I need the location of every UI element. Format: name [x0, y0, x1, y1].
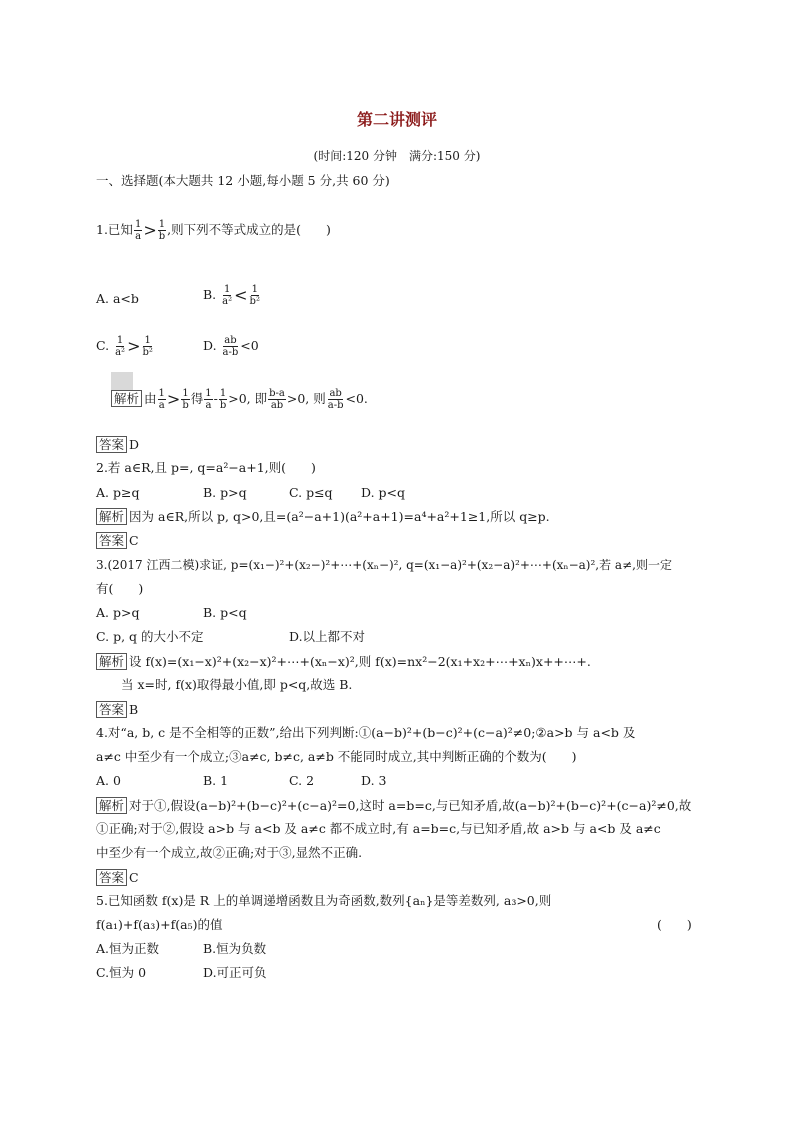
q2-option-c: C. p≤q [289, 485, 333, 500]
q3-analysis-line2: 当 x=时, f(x)取得最小值,即 p<q,故选 B. [121, 677, 353, 692]
q4-analysis-line3: 中至少有一个成立,故②正确;对于③,显然不正确. [96, 845, 363, 860]
q4-option-b: B. 1 [203, 773, 229, 788]
answer-tag: 答案 [96, 701, 127, 718]
q1-option-d: D. $\frac{ab}{a-b}$ <0 [203, 335, 259, 358]
q1-option-c: C. $\frac{1}{\text{a²}}$ > $\frac{1}{\text{b²}}$ [96, 335, 153, 358]
q3-option-c: C. p, q 的大小不定 [96, 629, 204, 644]
question-3-stem-line1: 3.(2017 江西二模)求证, p=(x₁−)²+(x₂−)²+⋯+(xₙ−)², q=(x₁−a)²+(x₂−a)²+⋯+(xₙ−a)²,若 a≠,则一定 [96, 558, 672, 572]
q4-option-a: A. 0 [96, 773, 121, 788]
q3-option-b: B. p<q [203, 605, 247, 620]
question-4-stem-line1: 4.对“a, b, c 是不全相等的正数”,给出下列判断:①(a−b)²+(b−c)²+(c−a)²≠0;②a>b 与 a<b 及 [96, 725, 636, 740]
question-5-stem-line2: f(a₁)+f(a₃)+f(a₅)的值 [96, 917, 223, 932]
q1-option-a: A. a<b [96, 291, 139, 306]
answer-tag: 答案 [96, 869, 127, 886]
analysis-tag: 解析 [96, 653, 127, 670]
q4-analysis-line1: 解析 对于①,假设(a−b)²+(b−c)²+(c−a)²=0,这时 a=b=c,与已知矛盾,故(a−b)²+(b−c)²+(c−a)²≠0,故 [96, 797, 691, 814]
q3-option-d: D.以上都不对 [289, 629, 366, 644]
q2-option-a: A. p≥q [96, 485, 140, 500]
q4-option-c: C. 2 [289, 773, 315, 788]
q2-answer [96, 532, 139, 549]
q5-option-b: B.恒为负数 [203, 941, 267, 956]
q5-option-a: A.恒为正数 [96, 941, 160, 956]
answer-value: D [129, 437, 140, 452]
q1-option-b: B. $\frac{1}{\text{a²}}$ < $\frac{1}{\text{b²}}$ [203, 284, 260, 307]
q5-answer-blank: ( ) [657, 917, 692, 932]
question-3-stem-line2: 有( ) [96, 581, 144, 596]
section-heading: 一、选择题(本大题共 12 小题,每小题 5 分,共 60 分) [96, 173, 390, 188]
answer-tag: 答案 [96, 436, 127, 453]
q4-option-d: D. 3 [361, 773, 387, 788]
question-2-stem: 2.若 a∈R,且 p=, q=a²−a+1,则( ) [96, 460, 316, 475]
q3-option-a: A. p>q [96, 605, 140, 620]
q1-answer [96, 436, 139, 453]
answer-value: B [129, 702, 139, 717]
q1-analysis: 解析 由 $\frac{1}{a}$ > $\frac{1}{b}$ 得 $\frac{1}{a}$ - $\frac{1}{b}$ >0, 即 $\frac{b-a}{ab}$ >0, 则 $\frac{ab}{a-b}$ <0. [111, 386, 368, 413]
answer-tag: 答案 [96, 532, 127, 549]
q1-frac-1-over-a: $\frac{1}{a}$ [134, 219, 142, 242]
q2-option-b: B. p>q [203, 485, 247, 500]
q5-option-d: D.可正可负 [203, 965, 267, 980]
q3-answer [96, 701, 138, 718]
exam-info: (时间:120 分钟 满分:150 分) [313, 149, 481, 163]
q4-answer [96, 869, 139, 886]
question-1-stem [96, 218, 331, 243]
question-5-stem-line1: 5.已知函数 f(x)是 R 上的单调递增函数且为奇函数,数列{aₙ}是等差数列, a₃>0,则 [96, 893, 552, 908]
q2-analysis: 解析 因为 a∈R,所以 p, q>0,且=(a²−a+1)(a²+a+1)=a⁴+a²+1≥1,所以 q≥p. [96, 508, 550, 525]
q1-suffix: ,则下列不等式成立的是( ) [167, 222, 331, 237]
analysis-tag: 解析 [96, 797, 127, 814]
q1-prefix: 1.已知 [96, 222, 133, 237]
q1-gt-sign: > [143, 220, 157, 240]
answer-value: C [129, 870, 139, 885]
answer-value: C [129, 533, 139, 548]
q3-analysis-line1: 解析 设 f(x)=(x₁−x)²+(x₂−x)²+⋯+(xₙ−x)²,则 f(x)=nx²−2(x₁+x₂+⋯+xₙ)x++⋯+. [96, 653, 591, 670]
analysis-tag: 解析 [111, 390, 142, 407]
analysis-tag: 解析 [96, 508, 127, 525]
q2-option-d: D. p<q [361, 485, 406, 500]
q4-analysis-line2: ①正确;对于②,假设 a>b 与 a<b 及 a≠c 都不成立时,有 a=b=c,与已知矛盾,故 a>b 与 a<b 及 a≠c [96, 821, 661, 836]
page-title: 第二讲测评 [356, 110, 437, 129]
question-4-stem-line2: a≠c 中至少有一个成立;③a≠c, b≠c, a≠b 不能同时成立,其中判断正确的个数为( ) [96, 749, 577, 764]
q1-frac-1-over-b: $\frac{1}{b}$ [158, 219, 166, 242]
q5-option-c: C.恒为 0 [96, 965, 147, 980]
